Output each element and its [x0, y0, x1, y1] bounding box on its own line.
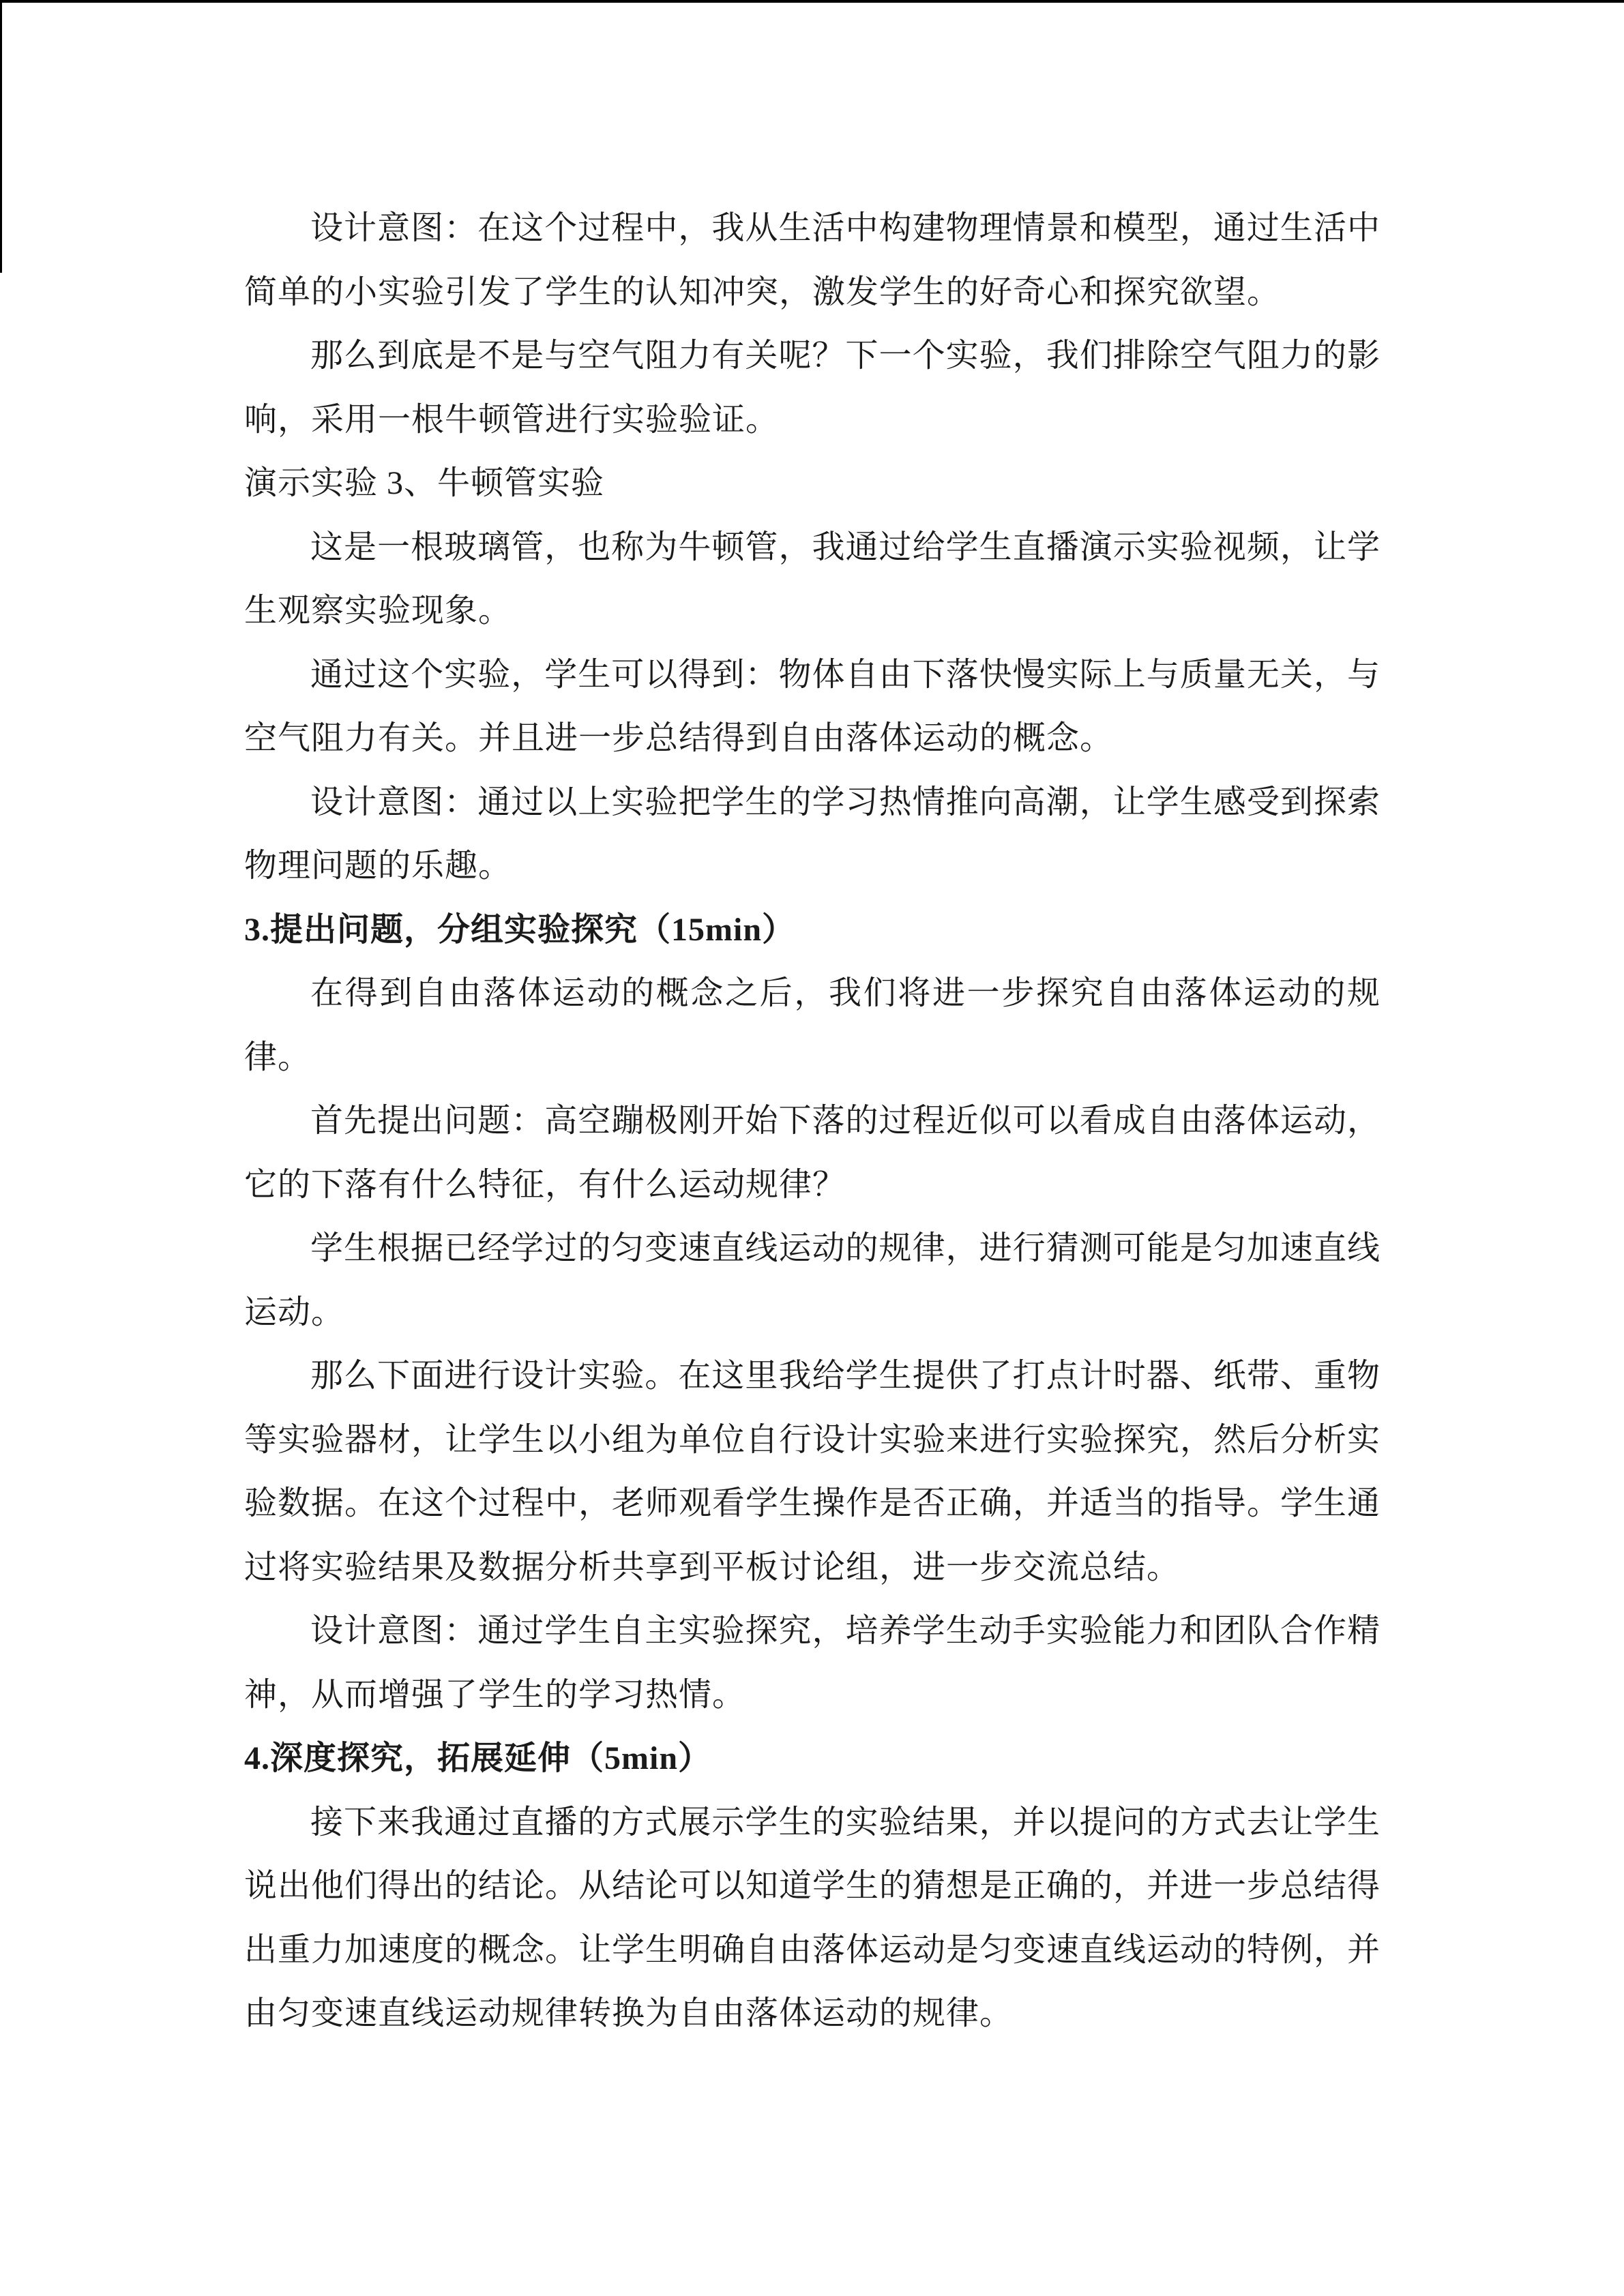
para-design-intent-1: 设计意图：在这个过程中，我从生活中构建物理情景和模型，通过生活中简单的小实验引发了学生的认知冲突，激发学生的好奇心和探究欲望。 [244, 210, 1381, 310]
heading-section-3: 3.提出问题，分组实验探究（15min） [244, 911, 796, 948]
para-student-guess: 学生根据已经学过的匀变速直线运动的规律，进行猜测可能是匀加速直线运动。 [244, 1230, 1381, 1330]
heading-section-4: 4.深度探究，拓展延伸（5min） [244, 1740, 712, 1776]
para-demo-experiment-3-label: 演示实验 3、牛顿管实验 [244, 465, 605, 501]
para-newton-tube-description: 这是一根玻璃管，也称为牛顿管，我通过给学生直播演示实验视频，让学生观察实验现象。 [244, 528, 1381, 629]
para-broadcast-results: 接下来我通过直播的方式展示学生的实验结果，并以提问的方式去让学生说出他们得出的结论。从结论可以知道学生的猜想是正确的，并进一步总结得出重力加速度的概念。让学生明确自由落体运动是匀变速直线运动的特例，并由匀变速直线运动规律转换为自由落体运动的规律。 [244, 1804, 1381, 2031]
para-design-intent-2: 设计意图：通过以上实验把学生的学习热情推向高潮，让学生感受到探索物理问题的乐趣。 [244, 784, 1381, 884]
para-freefall-rule-intro: 在得到自由落体运动的概念之后，我们将进一步探究自由落体运动的规律。 [244, 975, 1381, 1075]
para-bungee-question: 首先提出问题：高空蹦极刚开始下落的过程近似可以看成自由落体运动，它的下落有什么特征，有什么运动规律？ [244, 1103, 1381, 1203]
page-left-edge-line [0, 0, 2, 273]
page-top-edge-line [0, 0, 1624, 3]
para-experiment-design: 那么下面进行设计实验。在这里我给学生提供了打点计时器、纸带、重物等实验器材，让学生以小组为单位自行设计实验来进行实验探究，然后分析实验数据。在这个过程中，老师观看学生操作是否正确，并适当的指导。学生通过将实验结果及数据分析共享到平板讨论组，进一步交流总结。 [244, 1358, 1381, 1585]
para-experiment-conclusion: 通过这个实验，学生可以得到：物体自由下落快慢实际上与质量无关，与空气阻力有关。并且进一步总结得到自由落体运动的概念。 [244, 656, 1381, 756]
lesson-plan-text-block [244, 196, 1381, 2046]
para-design-intent-3: 设计意图：通过学生自主实验探究，培养学生动手实验能力和团队合作精神，从而增强了学生的学习热情。 [244, 1613, 1381, 1713]
para-air-resistance-question: 那么到底是不是与空气阻力有关呢？下一个实验，我们排除空气阻力的影响，采用一根牛顿管进行实验验证。 [244, 338, 1381, 438]
